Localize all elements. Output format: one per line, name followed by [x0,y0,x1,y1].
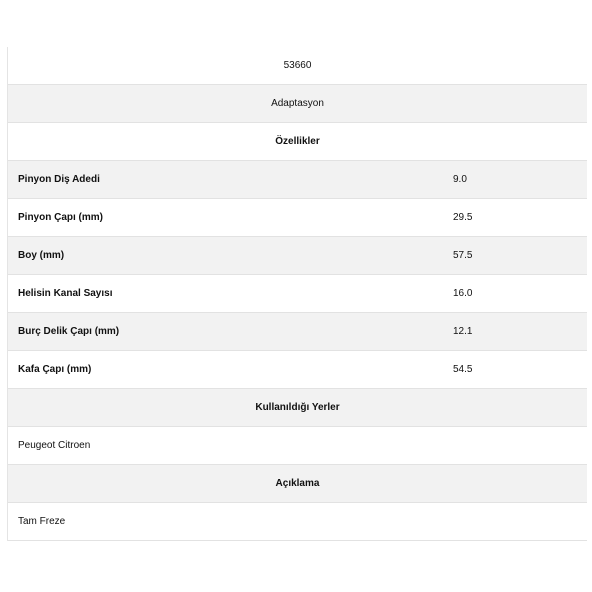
spec-row-head-diameter [8,351,587,389]
spec-label: Kafa Çapı (mm) [18,364,92,375]
spec-row-length [8,237,587,275]
spec-row-helix-grooves [8,275,587,313]
adaptation-label: Adaptasyon [271,98,324,109]
description-header-row [8,465,587,503]
adaptation-row [8,85,587,123]
spec-row-bushing-bore [8,313,587,351]
usage-header-row [8,389,587,427]
spec-value: 16.0 [453,288,473,299]
spec-value: 54.5 [453,364,473,375]
spec-value: 12.1 [453,326,473,337]
spec-row-pinion-teeth [8,161,587,199]
specs-header-row [8,123,587,161]
spec-label: Boy (mm) [18,250,65,261]
spec-value: 9.0 [453,174,467,185]
usage-row [8,427,587,465]
spec-label: Burç Delik Çapı (mm) [18,326,120,337]
product-code: 53660 [283,60,312,71]
spec-label: Helisin Kanal Sayısı [18,288,113,299]
usage-text: Peugeot Citroen [18,440,91,451]
specs-header: Özellikler [275,136,320,147]
usage-header: Kullanıldığı Yerler [255,402,340,413]
product-code-row [8,47,587,85]
description-row [8,503,587,541]
spec-row-pinion-diameter [8,199,587,237]
product-spec-table [7,47,587,541]
spec-value: 29.5 [453,212,473,223]
spec-value: 57.5 [453,250,473,261]
spec-label: Pinyon Diş Adedi [18,174,100,185]
spec-label: Pinyon Çapı (mm) [18,212,104,223]
description-text: Tam Freze [18,516,66,527]
description-header: Açıklama [275,478,320,489]
